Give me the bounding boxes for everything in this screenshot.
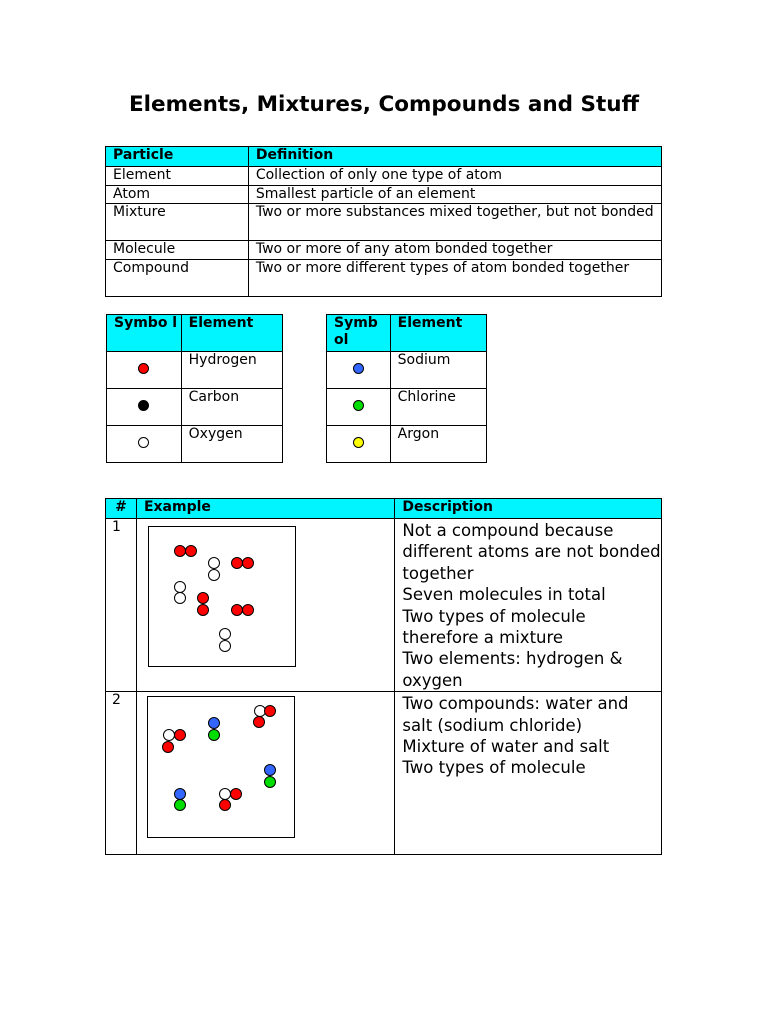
description-text: Two compounds: water and salt (sodium chloride) Mixture of water and salt Two types of molecule [402, 694, 629, 778]
table-row [107, 389, 283, 426]
column-header-particle: Particle [106, 147, 249, 167]
hydrogen-atom-icon [162, 741, 174, 753]
particle-cell: Mixture [106, 204, 249, 241]
oxygen-atom-icon [219, 628, 231, 640]
hydrogen-atom-icon [253, 716, 265, 728]
definition-cell: Two or more substances mixed together, but not bonded [248, 204, 661, 241]
table-row [327, 389, 487, 426]
example-description [395, 692, 662, 855]
column-header-definition: Definition [248, 147, 661, 167]
oxygen-atom-icon [138, 437, 149, 448]
element-cell: Oxygen [181, 426, 282, 463]
sodium-atom-icon [264, 764, 276, 776]
column-header-description: Description [395, 499, 662, 519]
column-header-number: # [106, 499, 137, 519]
oxygen-atom-icon [219, 640, 231, 652]
description-text: Not a compound because different atoms are not bonded together Seven molecules in total Two types of molecule therefore a mixture Two elements: hydrogen & oxygen [402, 521, 661, 690]
table-row [106, 186, 662, 204]
symbol-cell [327, 389, 391, 426]
hydrogen-atom-icon [174, 729, 186, 741]
symbol-cell [107, 352, 182, 389]
definition-cell: Collection of only one type of atom [248, 167, 661, 186]
definition-cell: Two or more of any atom bonded together [248, 241, 661, 260]
page-title: Elements, Mixtures, Compounds and Stuff [128, 92, 640, 117]
table-row [106, 260, 662, 297]
column-header-example: Example [136, 499, 394, 519]
element-cell: Argon [390, 426, 486, 463]
table-row [106, 204, 662, 241]
column-header-element: Element [181, 315, 282, 352]
hydrogen-atom-icon [197, 604, 209, 616]
symbols-table-right [326, 314, 487, 463]
symbol-cell [327, 426, 391, 463]
particle-cell: Element [106, 167, 249, 186]
table-row [107, 352, 283, 389]
oxygen-atom-icon [208, 557, 220, 569]
column-header-element: Element [390, 315, 486, 352]
chlorine-atom-icon [174, 799, 186, 811]
element-cell: Sodium [390, 352, 486, 389]
sodium-atom-icon [208, 717, 220, 729]
hydrogen-atom-icon [230, 788, 242, 800]
particle-cell: Compound [106, 260, 249, 297]
table-header-row [106, 147, 662, 167]
element-cell: Hydrogen [181, 352, 282, 389]
chlorine-atom-icon [264, 776, 276, 788]
hydrogen-atom-icon [242, 557, 254, 569]
symbol-cell [107, 389, 182, 426]
symbols-table-left [106, 314, 283, 463]
hydrogen-atom-icon [185, 545, 197, 557]
table-row [106, 241, 662, 260]
table-row [327, 352, 487, 389]
hydrogen-atom-icon [264, 705, 276, 717]
chlorine-atom-icon [208, 729, 220, 741]
particle-cell: Molecule [106, 241, 249, 260]
table-header-row [107, 315, 283, 352]
hydrogen-atom-icon [138, 363, 149, 374]
hydrogen-atom-icon [197, 592, 209, 604]
column-header-symbol: Symbo l [107, 315, 182, 352]
table-row [107, 426, 283, 463]
element-cell: Carbon [181, 389, 282, 426]
definition-cell: Smallest particle of an element [248, 186, 661, 204]
symbol-cell [107, 426, 182, 463]
symbol-cell [327, 352, 391, 389]
carbon-atom-icon [138, 400, 149, 411]
sodium-atom-icon [353, 363, 364, 374]
hydrogen-atom-icon [242, 604, 254, 616]
element-cell: Chlorine [390, 389, 486, 426]
oxygen-atom-icon [174, 592, 186, 604]
definition-cell: Two or more different types of atom bonded together [248, 260, 661, 297]
chlorine-atom-icon [353, 400, 364, 411]
argon-atom-icon [353, 437, 364, 448]
hydrogen-atom-icon [219, 799, 231, 811]
example-description [395, 519, 662, 692]
example-number: 2 [106, 692, 137, 855]
oxygen-atom-icon [208, 569, 220, 581]
particle-cell: Atom [106, 186, 249, 204]
table-header-row [106, 499, 662, 519]
definitions-table [105, 146, 662, 297]
table-row [327, 426, 487, 463]
example-number: 1 [106, 519, 137, 692]
table-header-row [327, 315, 487, 352]
table-row [106, 167, 662, 186]
column-header-symbol: Symb ol [327, 315, 391, 352]
